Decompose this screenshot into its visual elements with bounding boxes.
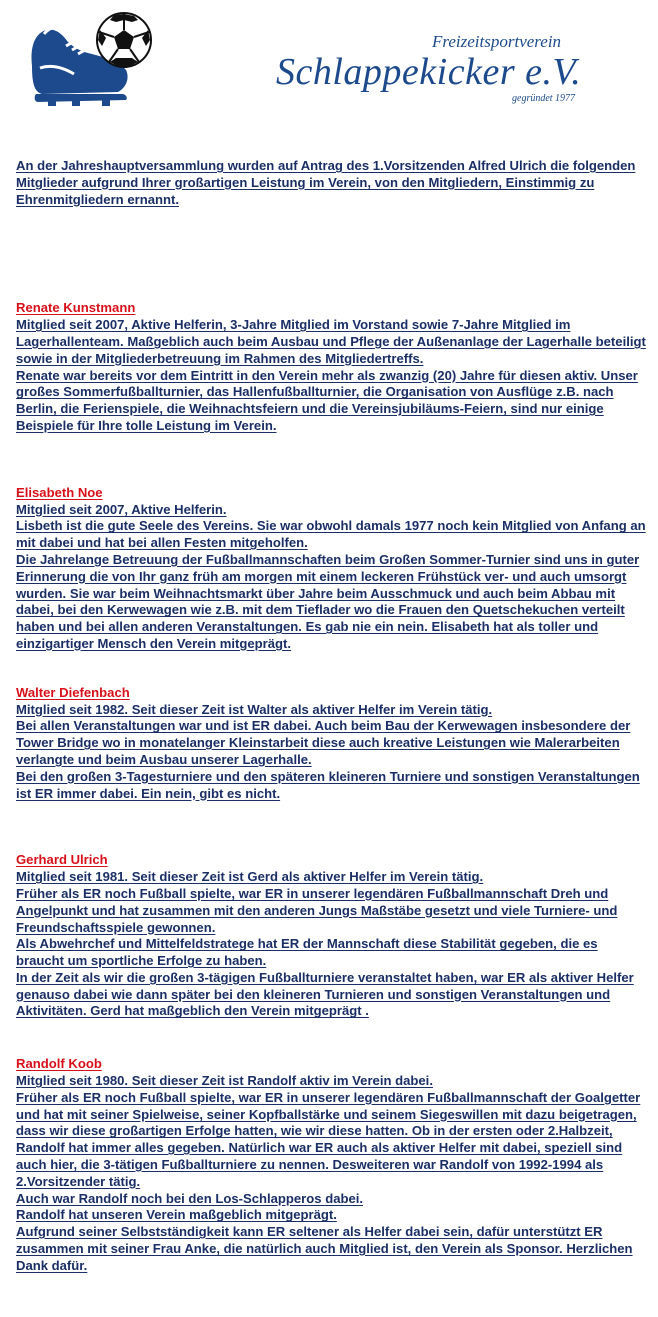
member-paragraph: Mitglied seit 1982. Seit dieser Zeit ist Walter als aktiver Helfer im Verein tätig. bbox=[16, 701, 493, 717]
member-section bbox=[16, 685, 648, 803]
member-name: Renate Kunstmann bbox=[16, 300, 136, 316]
member-section bbox=[16, 852, 648, 1020]
header bbox=[0, 0, 658, 120]
member-text bbox=[16, 1073, 648, 1275]
member-paragraph: Lisbeth ist die gute Seele des Vereins. Sie war obwohl damals 1977 noch kein Mitglied von Anfang an mit dabei und hat bei allen Festen mitgeholfen. bbox=[16, 518, 646, 551]
member-paragraph: Mitglied seit 2007, Aktive Helferin, 3-Jahre Mitglied im Vorstand sowie 7-Jahre Mitglied im Lagerhallenteam. Maßgeblich auch beim Ausbau und Pflege der Außenanlage der Lagerhalle beteiligt sowie in der Mitgliederbetreuung im Rahmen des Mitgliedertreffs. bbox=[16, 317, 646, 366]
member-name: Randolf Koob bbox=[16, 1056, 102, 1072]
member-text bbox=[16, 317, 648, 435]
member-paragraph: In der Zeit als wir die großen 3-tägigen Fußballturniere veranstaltet haben, war ER als aktiver Helfer genauso dabei wie dann später bei den kleineren Turnieren und sonstigen Veranstaltungen und Aktivitäten. Gerd hat maßgeblich den Verein mitgeprägt . bbox=[16, 969, 634, 1019]
member-paragraph: Bei allen Veranstaltungen war und ist ER dabei. Auch beim Bau der Kerwewagen insbesondere der Tower Bridge wo in monatelanger Kleinstarbeit diese auch kreative Leistungen wie Malerarbeiten verlangte und beim Ausbau unserer Lagerhalle. bbox=[16, 718, 631, 767]
member-name: Elisabeth Noe bbox=[16, 484, 103, 500]
member-paragraph: Auch war Randolf noch bei den Los-Schlapperos dabei. bbox=[16, 1190, 364, 1206]
org-subtitle: Freizeitsportverein bbox=[432, 32, 562, 51]
member-text bbox=[16, 869, 648, 1020]
org-founded: gegründet 1977 bbox=[512, 93, 576, 104]
org-name: Schlappekicker e.V. bbox=[276, 51, 582, 93]
member-section bbox=[16, 300, 648, 434]
member-name: Walter Diefenbach bbox=[16, 684, 130, 700]
member-paragraph: Bei den großen 3-Tagesturniere und den späteren kleineren Turniere und sonstigen Veranstaltungen ist ER immer dabei. Ein nein, gibt es nicht. bbox=[16, 768, 640, 801]
intro-paragraph: An der Jahreshauptversammlung wurden auf Antrag des 1.Vorsitzenden Alfred Ulrich die folgenden Mitglieder aufgrund Ihrer großartigen Leistung im Verein, von den Mitgliedern, Einstimmig zu Ehrenmitgliedern ernannt. bbox=[16, 158, 636, 207]
member-section bbox=[16, 1056, 648, 1274]
document-body bbox=[16, 158, 648, 1317]
member-paragraph: Früher als ER noch Fußball spielte, war ER in unserer legendären Fußballmannschaft Dreh und Angelpunkt und hat zusammen mit den anderen Jungs Maßstäbe gesetzt und viele Turniere- und Freundschaftsspiele gewonnen. bbox=[16, 885, 618, 935]
member-paragraph: Mitglied seit 1981. Seit dieser Zeit ist Gerd als aktiver Helfer im Verein tätig. bbox=[16, 869, 484, 885]
club-logo-shoe-ball-icon bbox=[22, 8, 162, 108]
member-paragraph: Als Abwehrchef und Mittelfeldstratege hat ER der Mannschaft diese Stabilität gegeben, die es braucht um sportliche Erfolge zu haben. bbox=[16, 936, 598, 969]
member-paragraph: Mitglied seit 1980. Seit dieser Zeit ist Randolf aktiv im Verein dabei. bbox=[16, 1073, 433, 1089]
member-paragraph: Die Jahrelange Betreuung der Fußballmannschaften beim Großen Sommer-Turnier sind uns in guter Erinnerung die von Ihr ganz früh am morgen mit einem leckeren Frühstück ver- und auch umsorgt wurden. Sie war beim Weihnachtsmarkt über Jahre beim Ausschmuck und auch beim Abbau mit dabei, bei den Kerwewagen wie z.B. mit dem Tieflader wo die Frauen den Quetschekuchen verteilt haben und bei allen anderen Veranstaltungen. Es gab nie ein nein. Elisabeth hat als toller und einzigartiger Mensch den Verein mitgeprägt. bbox=[16, 551, 640, 651]
member-paragraph: Aufgrund seiner Selbstständigkeit kann ER seltener als Helfer dabei sein, dafür unterstützt ER zusammen mit seiner Frau Anke, die natürlich auch Mitglied ist, den Verein als Sponsor. Herzlichen Dank dafür. bbox=[16, 1224, 633, 1273]
member-name: Gerhard Ulrich bbox=[16, 852, 108, 868]
member-section bbox=[16, 485, 648, 653]
member-paragraph: Randolf hat unseren Verein maßgeblich mitgeprägt. bbox=[16, 1207, 337, 1223]
member-text bbox=[16, 702, 648, 803]
member-paragraph: Früher als ER noch Fußball spielte, war ER in unserer legendären Fußballmannschaft der Goalgetter und hat mit seiner Spielweise, seiner Kopfballstärke und seinem Siegeswillen mit dazu beigetragen, dass wir diese großartigen Erfolge hatten, wie wir diese hatten. Ob in der ersten oder 2.Halbzeit, Randolf hat immer alles gegeben. Natürlich war ER auch als aktiver Helfer mit dabei, speziell sind auch hier, die 3-tätigen Fußballturniere zu nennen. Desweiteren war Randolf von 1992-1994 als 2.Vorsitzender tätig. bbox=[16, 1089, 641, 1189]
member-paragraph: Renate war bereits vor dem Eintritt in den Verein mehr als zwanzig (20) Jahre für diesen aktiv. Unser großes Sommerfußballturnier, das Hallenfußballturnier, die Organisation von Ausflüge z.B. nach Berlin, die Ferienspiele, die Weihnachtsfeiern und die Vereinsjubiläums-Feiern, sind nur einige Beispiele für Ihre tolle Leistung im Verein. bbox=[16, 367, 638, 433]
member-text bbox=[16, 502, 648, 653]
member-paragraph: Mitglied seit 2007, Aktive Helferin. bbox=[16, 501, 227, 517]
